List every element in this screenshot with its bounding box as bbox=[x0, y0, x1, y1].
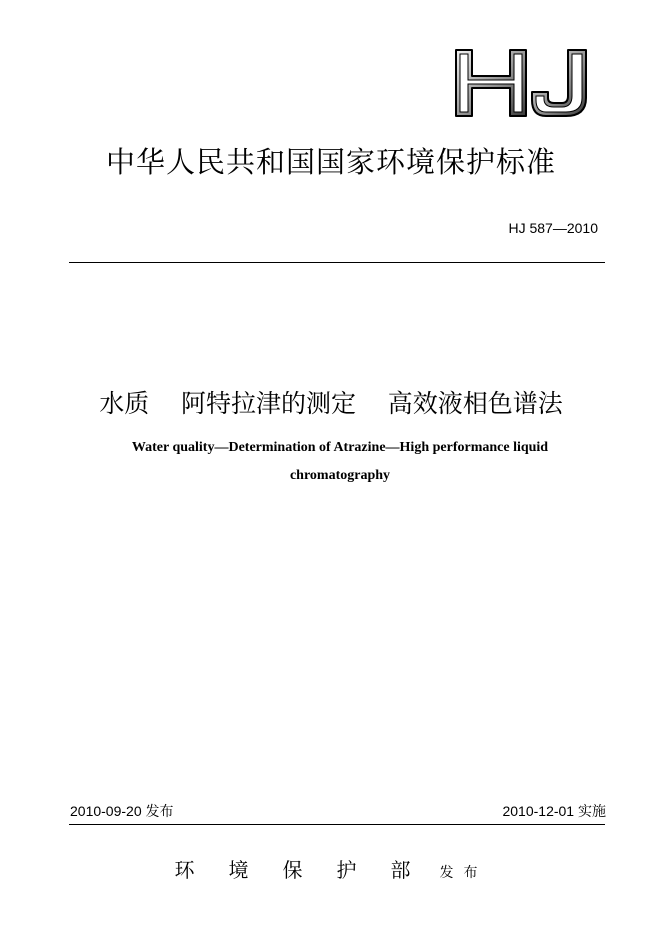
header-divider bbox=[69, 262, 605, 263]
implementation-date: 2010-12-01 实施 bbox=[502, 803, 606, 819]
issuer-line bbox=[0, 853, 662, 890]
issuer-action: 发布 bbox=[439, 865, 488, 881]
agency-title: 中华人民共和国国家环境保护标准 bbox=[105, 145, 556, 179]
title-chinese: 水质 阿特拉津的测定 高效液相色谱法 bbox=[99, 389, 563, 418]
standard-number: HJ 587—2010 bbox=[508, 220, 598, 236]
title-english: Water quality—Determination of Atrazine—High performance liquid chromatography bbox=[131, 440, 549, 483]
footer-divider bbox=[69, 824, 605, 825]
hj-logo bbox=[452, 46, 592, 120]
issuer-name: 环境保护部 bbox=[174, 858, 445, 882]
issue-date: 2010-09-20 发布 bbox=[70, 803, 174, 819]
